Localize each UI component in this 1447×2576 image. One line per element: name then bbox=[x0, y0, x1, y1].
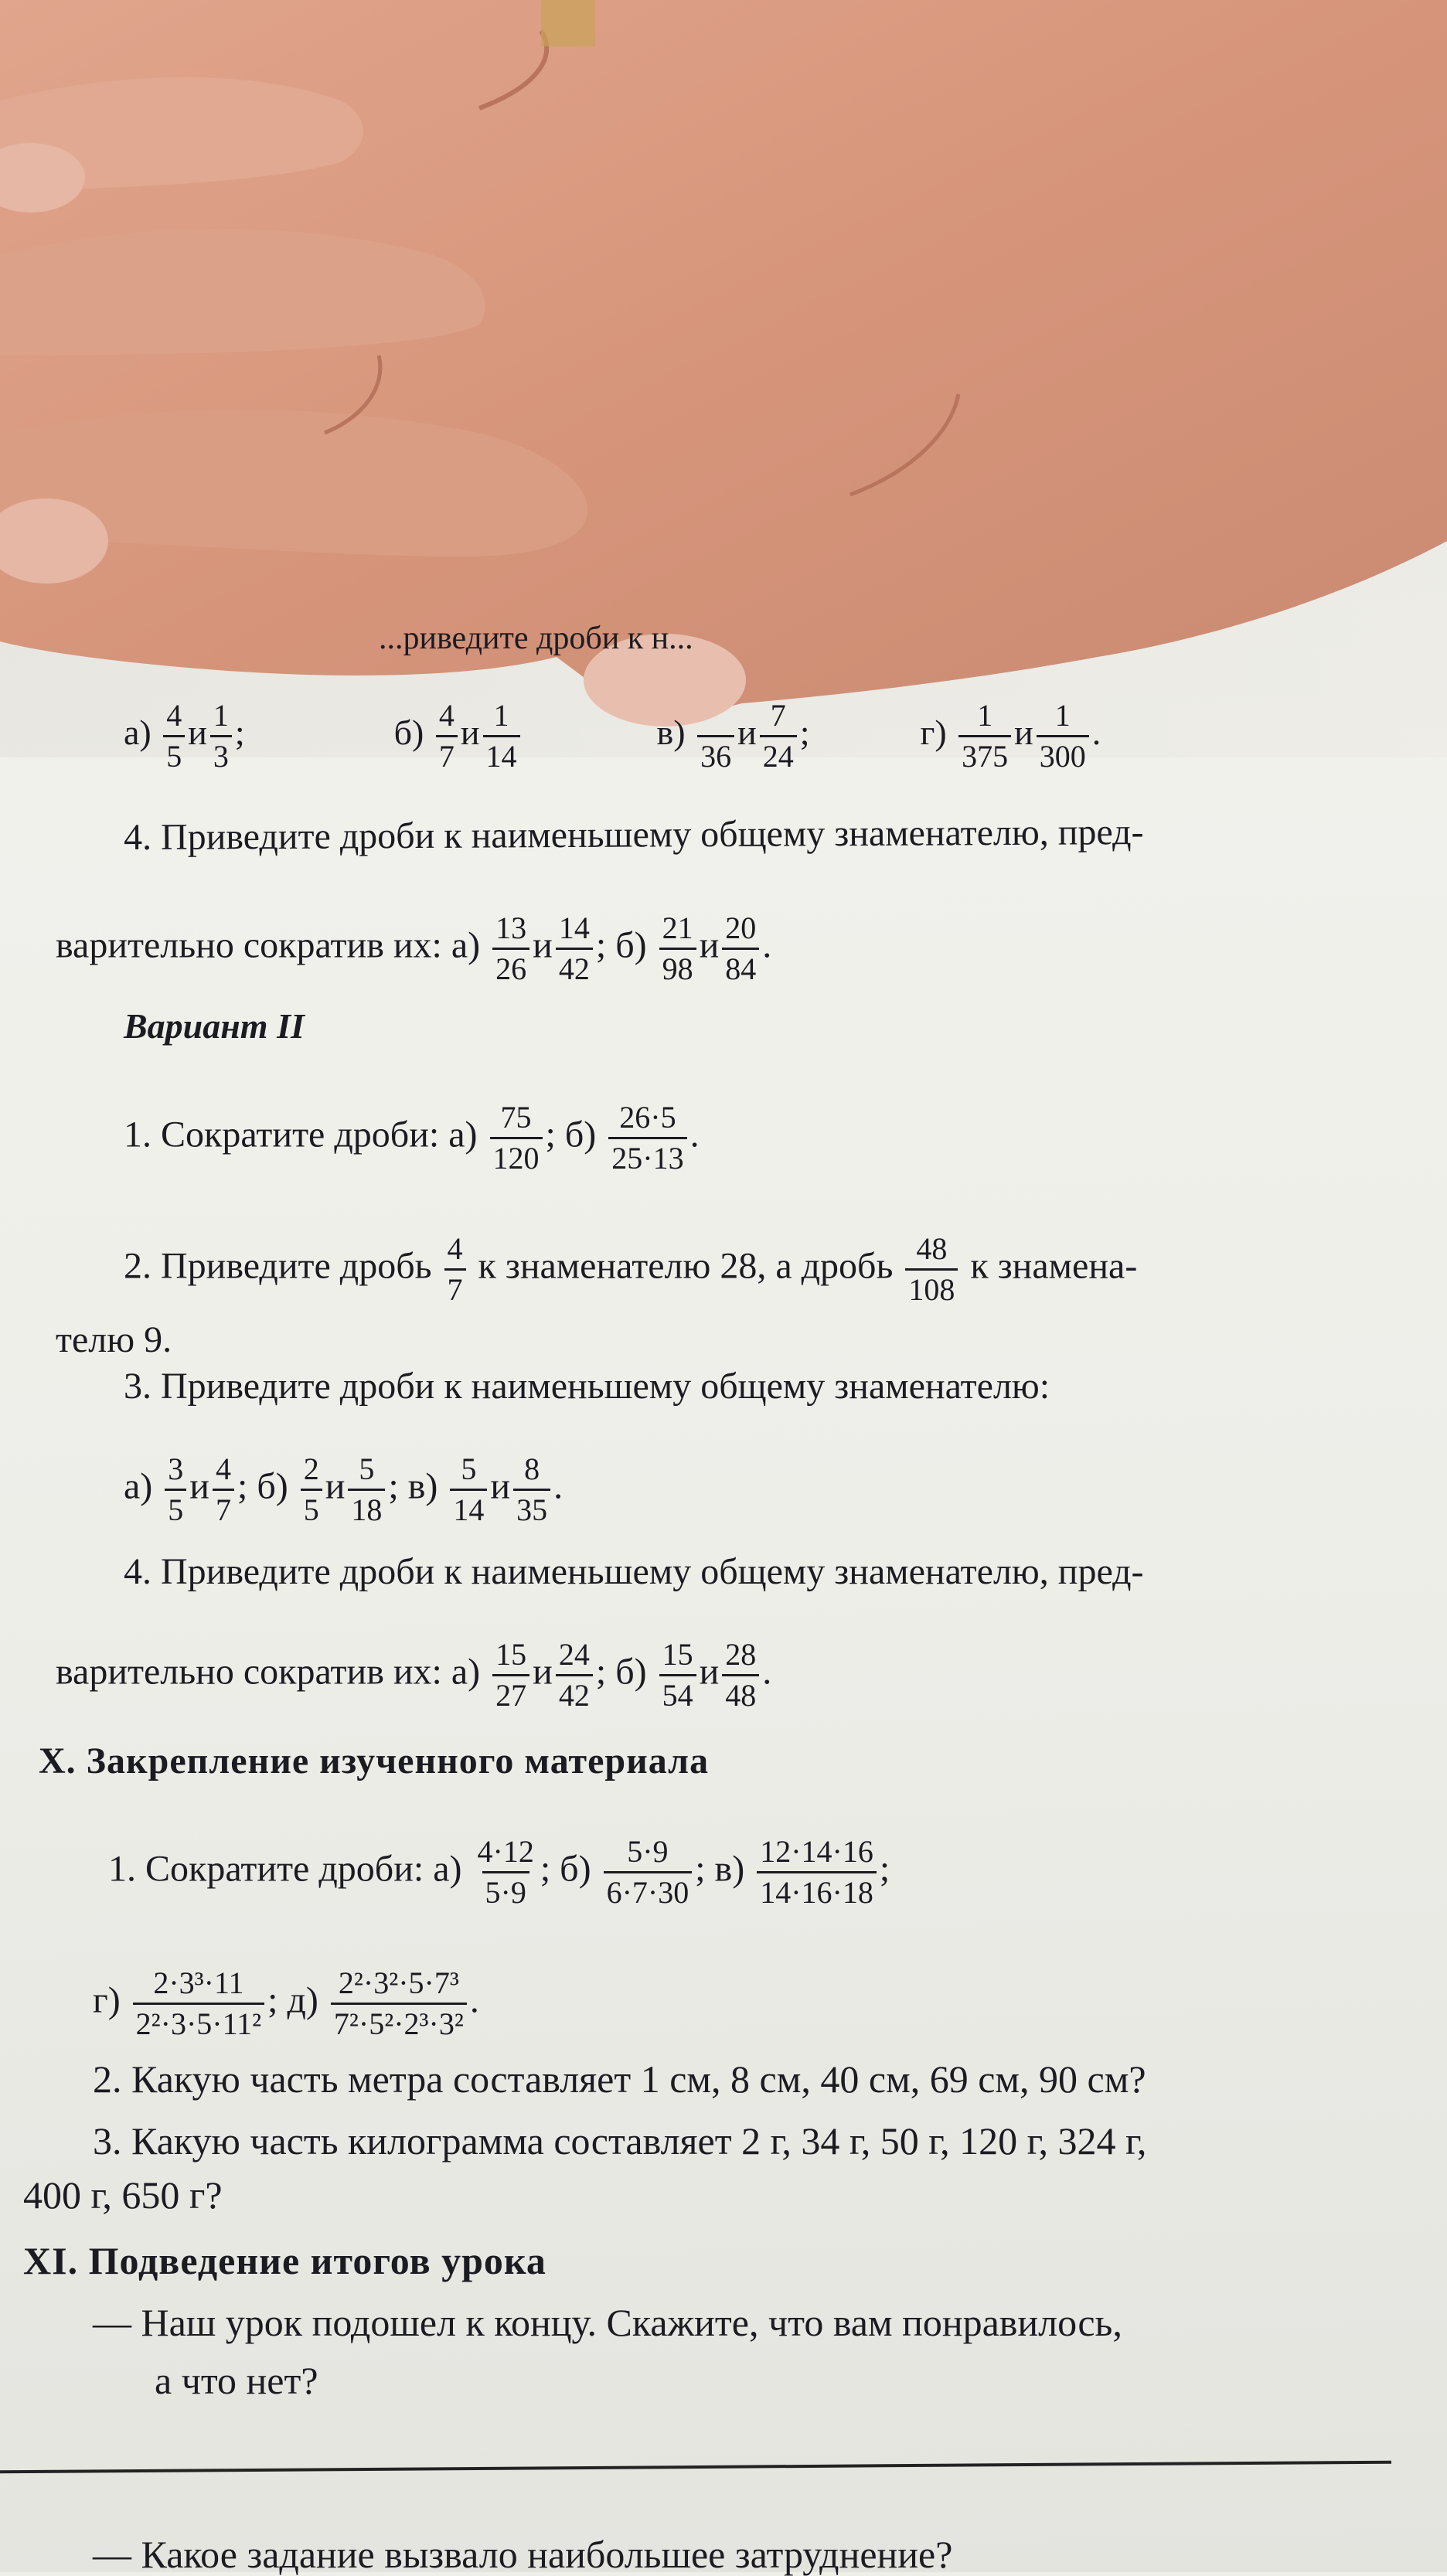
section11-heading: XI. Подведение итогов урока bbox=[23, 2239, 546, 2282]
hand-photo bbox=[0, 0, 1447, 757]
variant2-title: Вариант II bbox=[124, 1006, 305, 1046]
label-b: б) bbox=[393, 713, 424, 753]
s10-task2: 2. Какую часть метра составляет 1 см, 8 см, 40 см, 69 см, 90 см? bbox=[93, 2057, 1146, 2101]
fraction: $\frac{13}{26}$ bbox=[492, 912, 529, 985]
fraction: $\frac{3}{5}$ bbox=[165, 1453, 186, 1526]
fraction: $\frac{4}{7}$ bbox=[444, 1233, 466, 1306]
fraction: $\frac{7}{24}$ bbox=[760, 699, 797, 773]
s10-task3-line2: 400 г, 650 г? bbox=[23, 2173, 223, 2217]
fraction: $\frac{15}{54}$ bbox=[659, 1638, 696, 1712]
fraction: $\frac{14}{42}$ bbox=[556, 912, 593, 985]
v1-task4-line1: 4. Приведите дроби к наименьшему общему знаменателю, пред- bbox=[123, 812, 1144, 858]
v2-task3-items: а) $\frac{3}{5}$ и $\frac{4}{7}$ ; б) $\frac{2}{5}$ и $\frac{5}{18}$ ; в) $\frac{5}{14}$ и $\frac{8}{35}$ . bbox=[124, 1451, 563, 1527]
fraction: $\frac{15}{27}$ bbox=[492, 1638, 529, 1712]
fraction: $\frac{4}{7}$ bbox=[436, 699, 458, 773]
fraction: $\frac{4}{7}$ bbox=[213, 1453, 234, 1526]
fraction: $\frac{5}{18}$ bbox=[348, 1453, 385, 1526]
s11-line1: — Наш урок подошел к концу. Скажите, что вам понравилось, bbox=[93, 2301, 1122, 2344]
label-g: г) bbox=[920, 713, 947, 753]
fraction: $\frac{48}{108}$ bbox=[905, 1233, 958, 1306]
fraction: $\frac{1}{375}$ bbox=[958, 699, 1011, 773]
fraction: $\frac{\text{2·3³·11}}{\text{2²·3·5·11²}}$ bbox=[133, 1967, 264, 2040]
s11-bottom-question: — Какое задание вызвало наибольшее затруднение? bbox=[93, 2533, 953, 2576]
section10-heading: X. Закрепление изученного материала bbox=[39, 1741, 710, 1781]
s10-task1-line1: 1. Сократите дроби: а) $\frac{4\cdot 12}{5\cdot 9}$ ; б) $\frac{5\cdot 9}{6\cdot 7\cdot 30}$ ; в) $\frac{12\cdot 14\cdot 16}{14\cdot 16\cdot 18}$ ; bbox=[108, 1834, 890, 1910]
fraction: $\frac{1}{14}$ bbox=[483, 699, 520, 773]
v1-task3-heading: ...риведите дроби к н... bbox=[379, 621, 693, 656]
v2-task2-line2: телю 9. bbox=[56, 1319, 172, 1360]
v1-task4-line2: варительно сократив их: а) $\frac{13}{26}$ и $\frac{14}{42}$ ; б) $\frac{21}{98}$ и $\frac{20}{84}$ . bbox=[56, 910, 772, 986]
fraction: $\frac{21}{98}$ bbox=[659, 912, 696, 985]
fraction: $\frac{12\cdot 14\cdot 16}{14\cdot 16\cdot 18}$ bbox=[757, 1836, 877, 1909]
fraction: $\frac{5\cdot 9}{6\cdot 7\cdot 30}$ bbox=[604, 1836, 693, 1909]
fraction: $\frac{2}{5}$ bbox=[301, 1453, 322, 1526]
fraction: $\frac{1}{3}$ bbox=[210, 699, 232, 773]
v2-task3-heading: 3. Приведите дроби к наименьшему общему знаменателю: bbox=[124, 1366, 1050, 1407]
fraction: $\frac{4}{5}$ bbox=[163, 699, 185, 773]
v2-task2-line1: 2. Приведите дробь $\frac{4}{7}$ к знаменателю 28, а дробь $\frac{48}{108}$ к знамена- bbox=[124, 1231, 1138, 1307]
fraction: $\frac{8}{35}$ bbox=[513, 1453, 550, 1526]
v2-task4-line1: 4. Приведите дроби к наименьшему общему знаменателю, пред- bbox=[124, 1551, 1144, 1592]
fraction: $\frac{20}{84}$ bbox=[722, 912, 759, 985]
fraction: $\frac{1}{300}$ bbox=[1037, 699, 1089, 773]
v1-task3-items: а) $\frac{4}{5}$ и $\frac{1}{3}$ ; б) $\frac{4}{7}$ и $\frac{1}{14}$ в) 36 и $\frac{7}{24}$ ; г) $\frac{1}{375}$ и $\frac{1}{300}$ . bbox=[124, 698, 1101, 774]
fraction: $\frac{\text{2²·3²·5·7³}}{\text{7²·5²·2³·3²}}$ bbox=[331, 1967, 467, 2040]
fraction: $\frac{28}{48}$ bbox=[722, 1638, 759, 1712]
label-v: в) bbox=[656, 713, 686, 753]
v2-task4-line2: варительно сократив их: а) $\frac{15}{27}$ и $\frac{24}{42}$ ; б) $\frac{15}{54}$ и $\frac{28}{48}$ . bbox=[56, 1637, 772, 1713]
fraction: 36 bbox=[697, 699, 734, 773]
s10-task3-line1: 3. Какую часть килограмма составляет 2 г, 34 г, 50 г, 120 г, 324 г, bbox=[93, 2119, 1147, 2163]
fraction: $\frac{26\cdot 5}{25\cdot 13}$ bbox=[608, 1101, 686, 1175]
fraction: $\frac{4\cdot 12}{5\cdot 9}$ bbox=[477, 1834, 534, 1910]
fraction: $\frac{75}{120}$ bbox=[490, 1101, 543, 1175]
s11-line2: а что нет? bbox=[155, 2359, 318, 2402]
fraction: $\frac{24}{42}$ bbox=[556, 1638, 593, 1712]
label-a: а) bbox=[124, 713, 152, 753]
v2-task1: 1. Сократите дроби: а) $\frac{75}{120}$ ; б) $\frac{26\cdot 5}{25\cdot 13}$ . bbox=[124, 1100, 700, 1176]
s10-task1-line2: г) $\frac{\text{2·3³·11}}{\text{2²·3·5·11²}}$ ; д) $\frac{\text{2²·3²·5·7³}}{\text{7²·5²·2³·3²}}$ . bbox=[93, 1965, 479, 2041]
fraction: $\frac{5}{14}$ bbox=[450, 1453, 487, 1526]
